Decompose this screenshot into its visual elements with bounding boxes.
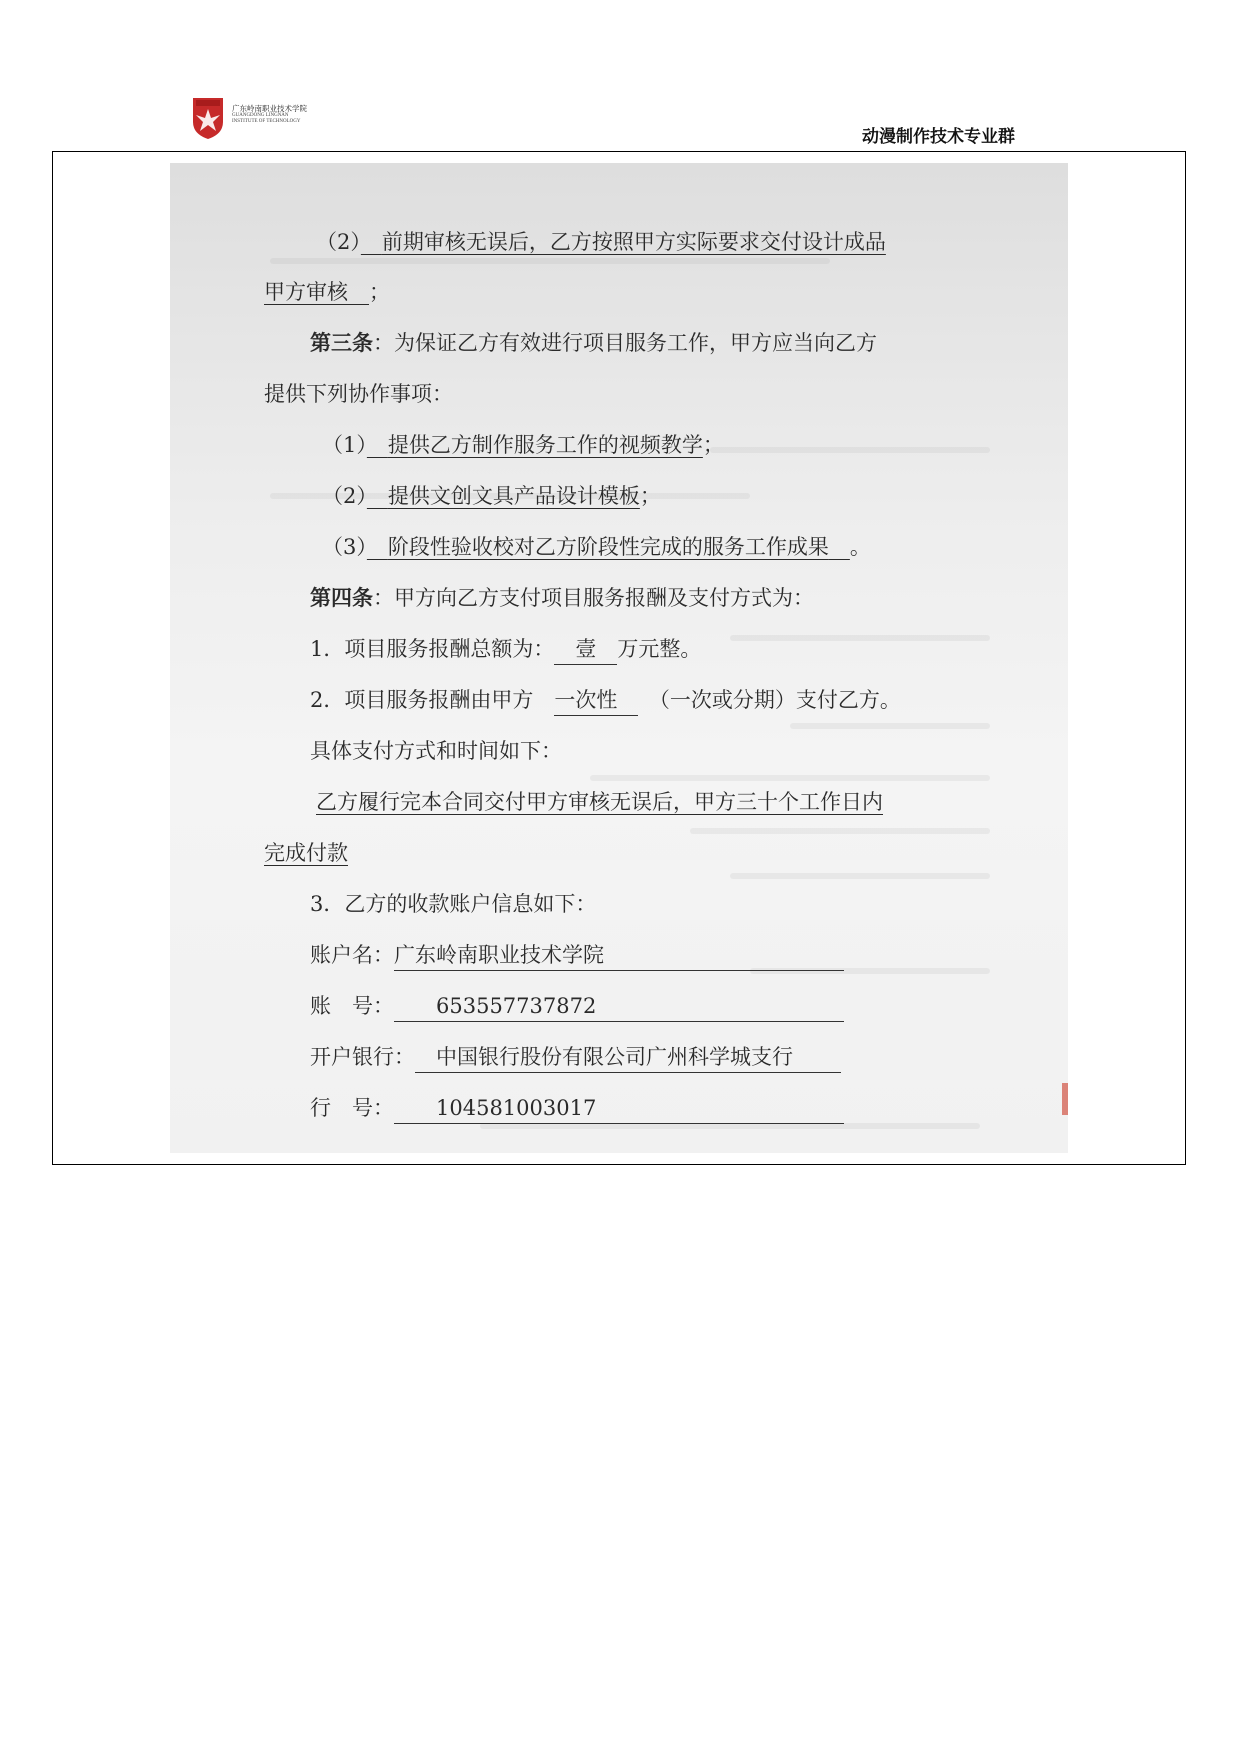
- article-3-line-cont: 提供下列协作事项：: [264, 382, 453, 406]
- item-2-num: （2）: [316, 230, 361, 254]
- article-3-item-1: （1） 提供乙方制作服务工作的视频教学；: [322, 433, 724, 457]
- article-3-line: [310, 327, 877, 357]
- contract-photo: [170, 163, 1068, 1153]
- school-name-cn: 广东岭南职业技术学院: [232, 104, 307, 113]
- account-name-value: 广东岭南职业技术学院: [394, 939, 844, 971]
- account-info-heading: 3．乙方的收款账户信息如下：: [310, 892, 597, 916]
- article-3-item-2: （2） 提供文创文具产品设计模板；: [322, 484, 661, 508]
- article-3-item-3: （3） 阶段性验收校对乙方阶段性完成的服务工作成果 。: [322, 535, 871, 559]
- article-4-line: [310, 582, 814, 612]
- item-2-line: [316, 226, 886, 256]
- school-name-en: [232, 113, 301, 125]
- shield-icon: [192, 96, 224, 140]
- bank-line: 开户银行： 中国银行股份有限公司广州科学城支行: [310, 1041, 841, 1073]
- stamp-edge: [1062, 1083, 1068, 1115]
- payment-method-value: 一次性: [554, 684, 638, 716]
- account-name-line: 账户名：广东岭南职业技术学院: [310, 939, 844, 971]
- item-2-text: 前期审核无误后，乙方按照甲方实际要求交付设计成品: [381, 230, 886, 254]
- account-number-value: 653557737872: [394, 990, 844, 1022]
- item-2-text-cont: 甲方审核: [264, 280, 348, 304]
- program-title: 动漫制作技术专业群: [862, 127, 1015, 147]
- school-name-en-line1: GUANGDONG LINGNAN: [232, 113, 289, 118]
- item-2-line-cont: 甲方审核 ；: [264, 280, 390, 304]
- article-4-text: ：甲方向乙方支付项目服务报酬及支付方式为：: [373, 586, 814, 610]
- school-name-en-line2: INSTITUTE OF TECHNOLOGY: [232, 119, 301, 124]
- article-4-title: 第四条: [310, 586, 373, 610]
- payment-total-line: 1．项目服务报酬总额为： 壹 万元整。: [310, 633, 701, 665]
- payment-total-value: 壹: [554, 633, 617, 665]
- payment-detail-line-cont: 完成付款: [264, 841, 348, 865]
- payment-method-line: 2．项目服务报酬由甲方 一次性 （一次或分期）支付乙方。: [310, 684, 901, 716]
- payment-detail-heading: 具体支付方式和时间如下：: [310, 739, 562, 763]
- school-logo: [192, 96, 324, 140]
- article-3-text: ：为保证乙方有效进行项目服务工作，甲方应当向乙方: [373, 331, 877, 355]
- account-number-line: 账 号： 653557737872: [310, 990, 844, 1022]
- bank-value: 中国银行股份有限公司广州科学城支行: [415, 1041, 841, 1073]
- article-3-title: 第三条: [310, 331, 373, 355]
- bank-code-value: 104581003017: [394, 1092, 844, 1124]
- payment-detail-line: 乙方履行完本合同交付甲方审核无误后，甲方三十个工作日内: [316, 790, 883, 814]
- bank-code-line: 行 号： 104581003017: [310, 1092, 844, 1124]
